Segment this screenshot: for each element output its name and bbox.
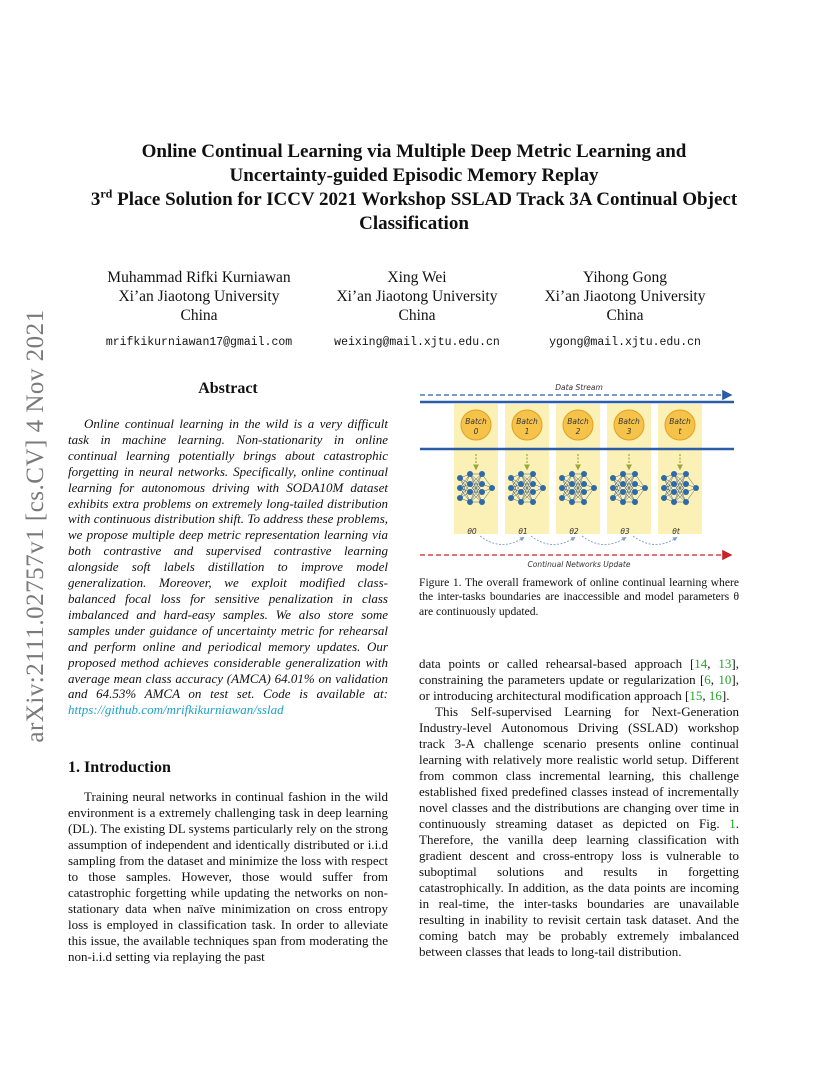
- theta-label: θt: [672, 527, 680, 536]
- abstract-heading: Abstract: [198, 380, 258, 397]
- network-node: [693, 485, 699, 491]
- network-node: [671, 471, 677, 477]
- network-node: [620, 489, 626, 495]
- network-node: [540, 485, 546, 491]
- network-node: [610, 485, 616, 491]
- title-line-1: Online Continual Learning via Multiple Deep Metric Learning and: [141, 141, 687, 162]
- update-link-arrow: [531, 536, 574, 545]
- text-run: ,: [702, 688, 709, 703]
- code-link[interactable]: https://github.com/mrifkikurniawan/sslad: [68, 702, 284, 718]
- network-node: [683, 471, 689, 477]
- network-node: [489, 485, 495, 491]
- text-run: ,: [710, 672, 719, 687]
- update-label: Continual Networks Update: [527, 560, 631, 569]
- theta-label: θ1: [518, 527, 528, 536]
- network-node: [530, 481, 536, 487]
- text-run: data points or called rehearsal-based approach [: [419, 656, 695, 671]
- batch-label: Batch: [465, 417, 487, 426]
- author-name: Yihong Gong: [583, 269, 667, 286]
- author-1: [86, 268, 312, 352]
- author-name: Muhammad Rifki Kurniawan: [107, 269, 291, 286]
- author-affiliation: Xi’an Jiaotong University: [336, 288, 498, 305]
- citation-link[interactable]: 6: [704, 672, 711, 687]
- batch-label: Batch: [516, 417, 538, 426]
- title-ordinal-sup: rd: [100, 186, 113, 201]
- theta-label: θ3: [620, 527, 630, 536]
- right-paragraph-1: [419, 656, 739, 704]
- network-node: [610, 495, 616, 501]
- author-affiliation: Xi’an Jiaotong University: [544, 288, 706, 305]
- author-country: China: [398, 307, 436, 324]
- network-node: [632, 471, 638, 477]
- text-run: This Self-supervised Learning for Next-Generation Industry-level Autonomous Driving (SSLAD) workshop track 3-A challenge scenario presents online continual learning with relatively more realistic world setup. Different from common class incremental learning, this challenge established fixed predefined classes instead of incrementally novel classes and the distributions are changing over time in continuously streaming dataset as depicted on Fig.: [419, 704, 739, 831]
- network-node: [632, 499, 638, 505]
- network-node: [569, 489, 575, 495]
- network-node: [620, 481, 626, 487]
- author-2: [320, 268, 514, 352]
- batch-label: Batch: [669, 417, 691, 426]
- introduction-paragraph: Training neural networks in continual fashion in the wild environment is a extremely challenging task in deep learning (DL). The existing DL systems particularly rely on the strong assumption of independent and identically distributed or i.i.d sampling from the dataset and minimize the loss with respect to those samples. However, those would suffer from catastrophic forgetting while updating the networks on non-stationary data when naïve minimization on cross entropy loss is employed in classification task. In order to alleviate this issue, the available techniques span from moderating the non-i.i.d setting via replaying the past: [68, 789, 388, 964]
- network-node: [581, 471, 587, 477]
- network-node: [457, 495, 463, 501]
- network-node: [479, 489, 485, 495]
- network-node: [569, 499, 575, 505]
- network-node: [559, 475, 565, 481]
- network-node: [581, 489, 587, 495]
- batch-index: 0: [473, 427, 479, 436]
- network-node: [479, 471, 485, 477]
- update-link-arrow: [582, 536, 625, 545]
- network-node: [467, 481, 473, 487]
- author-email[interactable]: ygong@mail.xjtu.edu.cn: [549, 336, 701, 349]
- citation-link[interactable]: 14: [694, 656, 708, 671]
- batch-index: 3: [626, 427, 632, 436]
- theta-label: θ2: [569, 527, 579, 536]
- author-name: Xing Wei: [387, 269, 447, 286]
- title-line-3-text: Place Solution for ICCV 2021 Workshop SSLAD Track 3A Continual Object: [112, 189, 738, 210]
- arxiv-stamp: [6, 286, 66, 766]
- right-column-body: [419, 656, 739, 960]
- network-node: [508, 495, 514, 501]
- author-email[interactable]: mrifkikurniawan17@gmail.com: [105, 336, 293, 349]
- citation-link[interactable]: 10: [718, 672, 732, 687]
- introduction-heading: 1. Introduction: [68, 759, 171, 776]
- framework-figure: [418, 382, 740, 572]
- text-run: ,: [707, 656, 719, 671]
- network-node: [530, 489, 536, 495]
- network-node: [671, 481, 677, 487]
- update-link-arrow: [633, 536, 676, 545]
- network-node: [632, 489, 638, 495]
- network-node: [683, 499, 689, 505]
- citation-link[interactable]: 16: [708, 688, 722, 703]
- network-node: [467, 471, 473, 477]
- batch-index: t: [678, 427, 682, 436]
- introduction-body: [68, 789, 388, 965]
- title-line-4: Classification: [359, 213, 469, 234]
- network-node: [479, 499, 485, 505]
- network-node: [518, 471, 524, 477]
- network-node: [661, 475, 667, 481]
- text-run: ], constraining the parameters update or regularization [: [419, 656, 740, 687]
- network-node: [642, 485, 648, 491]
- title-line-3: [40, 188, 788, 212]
- right-paragraph-2: [419, 704, 739, 960]
- arxiv-id: arXiv:2111.02757v1 [cs.CV] 4 Nov 2021: [22, 309, 49, 743]
- network-node: [467, 489, 473, 495]
- batch-label: Batch: [567, 417, 589, 426]
- title-line-2: Uncertainty-guided Episodic Memory Replay: [229, 165, 599, 186]
- network-node: [569, 481, 575, 487]
- network-node: [457, 485, 463, 491]
- network-node: [620, 471, 626, 477]
- network-node: [559, 495, 565, 501]
- network-node: [581, 481, 587, 487]
- batch-index: 2: [575, 427, 581, 436]
- author-affiliation: Xi’an Jiaotong University: [118, 288, 280, 305]
- abstract-body: [68, 416, 388, 718]
- network-node: [559, 485, 565, 491]
- figure-reference-link[interactable]: 1: [729, 816, 736, 831]
- network-node: [620, 499, 626, 505]
- network-node: [591, 485, 597, 491]
- data-stream-label: Data Stream: [555, 383, 603, 392]
- abstract-text: Online continual learning in the wild is a very difficult task in machine learning. Non-stationarity in online continual learning potentially brings about catastrophic forgetting in neural networks. Specifically, online continual learning for autonomous driving with SODA10M dataset exhibits extra problems on extremely long-tailed distribution with continuous distribution shift. To address these problems, we propose multiple deep metric representation learning via both contrastive and supervised contrastive learning alongside soft labels distillation to improve model generalization. Moreover, we exploit modified class-balanced focal loss for sensitive penalization in class imbalanced and hard-easy samples. We also store some samples under guidance of uncertainty metric for rehearsal and perform online and periodical memory updates. Our proposed method achieves considerable generalization with average mean class accuracy (AMCA) 64.01% on validation and 64.53% AMCA on test set. Code is available at:: [68, 416, 388, 702]
- network-node: [518, 499, 524, 505]
- network-node: [632, 481, 638, 487]
- network-node: [530, 471, 536, 477]
- title-ordinal: 3: [90, 189, 101, 210]
- batch-label: Batch: [618, 417, 640, 426]
- network-node: [671, 499, 677, 505]
- network-node: [610, 475, 616, 481]
- network-node: [479, 481, 485, 487]
- network-node: [581, 499, 587, 505]
- paper-title: [40, 140, 788, 236]
- network-node: [467, 499, 473, 505]
- author-email[interactable]: weixing@mail.xjtu.edu.cn: [334, 336, 500, 349]
- batch-index: 1: [524, 427, 530, 436]
- author-3: [528, 268, 722, 352]
- network-node: [661, 495, 667, 501]
- network-node: [508, 475, 514, 481]
- network-node: [661, 485, 667, 491]
- text-run: . Therefore, the vanilla deep learning classification with gradient descent and cross-entropy loss is vulnerable to suboptimal solutions and results in forgetting catastrophically. In addition, as the data points are incoming in real-time, the inter-tasks boundaries are unavailable resulting in inability to revisit certain task dataset. And the coming batch may be probably extremely imbalanced between classes that leads to long-tail distribution.: [419, 816, 739, 959]
- network-node: [569, 471, 575, 477]
- network-node: [530, 499, 536, 505]
- network-node: [683, 489, 689, 495]
- author-country: China: [180, 307, 218, 324]
- update-link-arrow: [480, 536, 523, 545]
- figure-caption: Figure 1. The overall framework of online continual learning where the inter-tasks boundaries are inaccessible and model parameters θ are continuously updated.: [419, 576, 739, 618]
- text-run: ], or introducing architectural modification approach [: [419, 672, 739, 703]
- citation-link[interactable]: 15: [689, 688, 703, 703]
- network-node: [671, 489, 677, 495]
- network-node: [518, 489, 524, 495]
- text-run: ].: [721, 688, 730, 703]
- theta-label: θ0: [467, 527, 477, 536]
- network-node: [457, 475, 463, 481]
- citation-link[interactable]: 13: [718, 656, 732, 671]
- network-node: [683, 481, 689, 487]
- author-country: China: [606, 307, 644, 324]
- network-node: [508, 485, 514, 491]
- network-node: [518, 481, 524, 487]
